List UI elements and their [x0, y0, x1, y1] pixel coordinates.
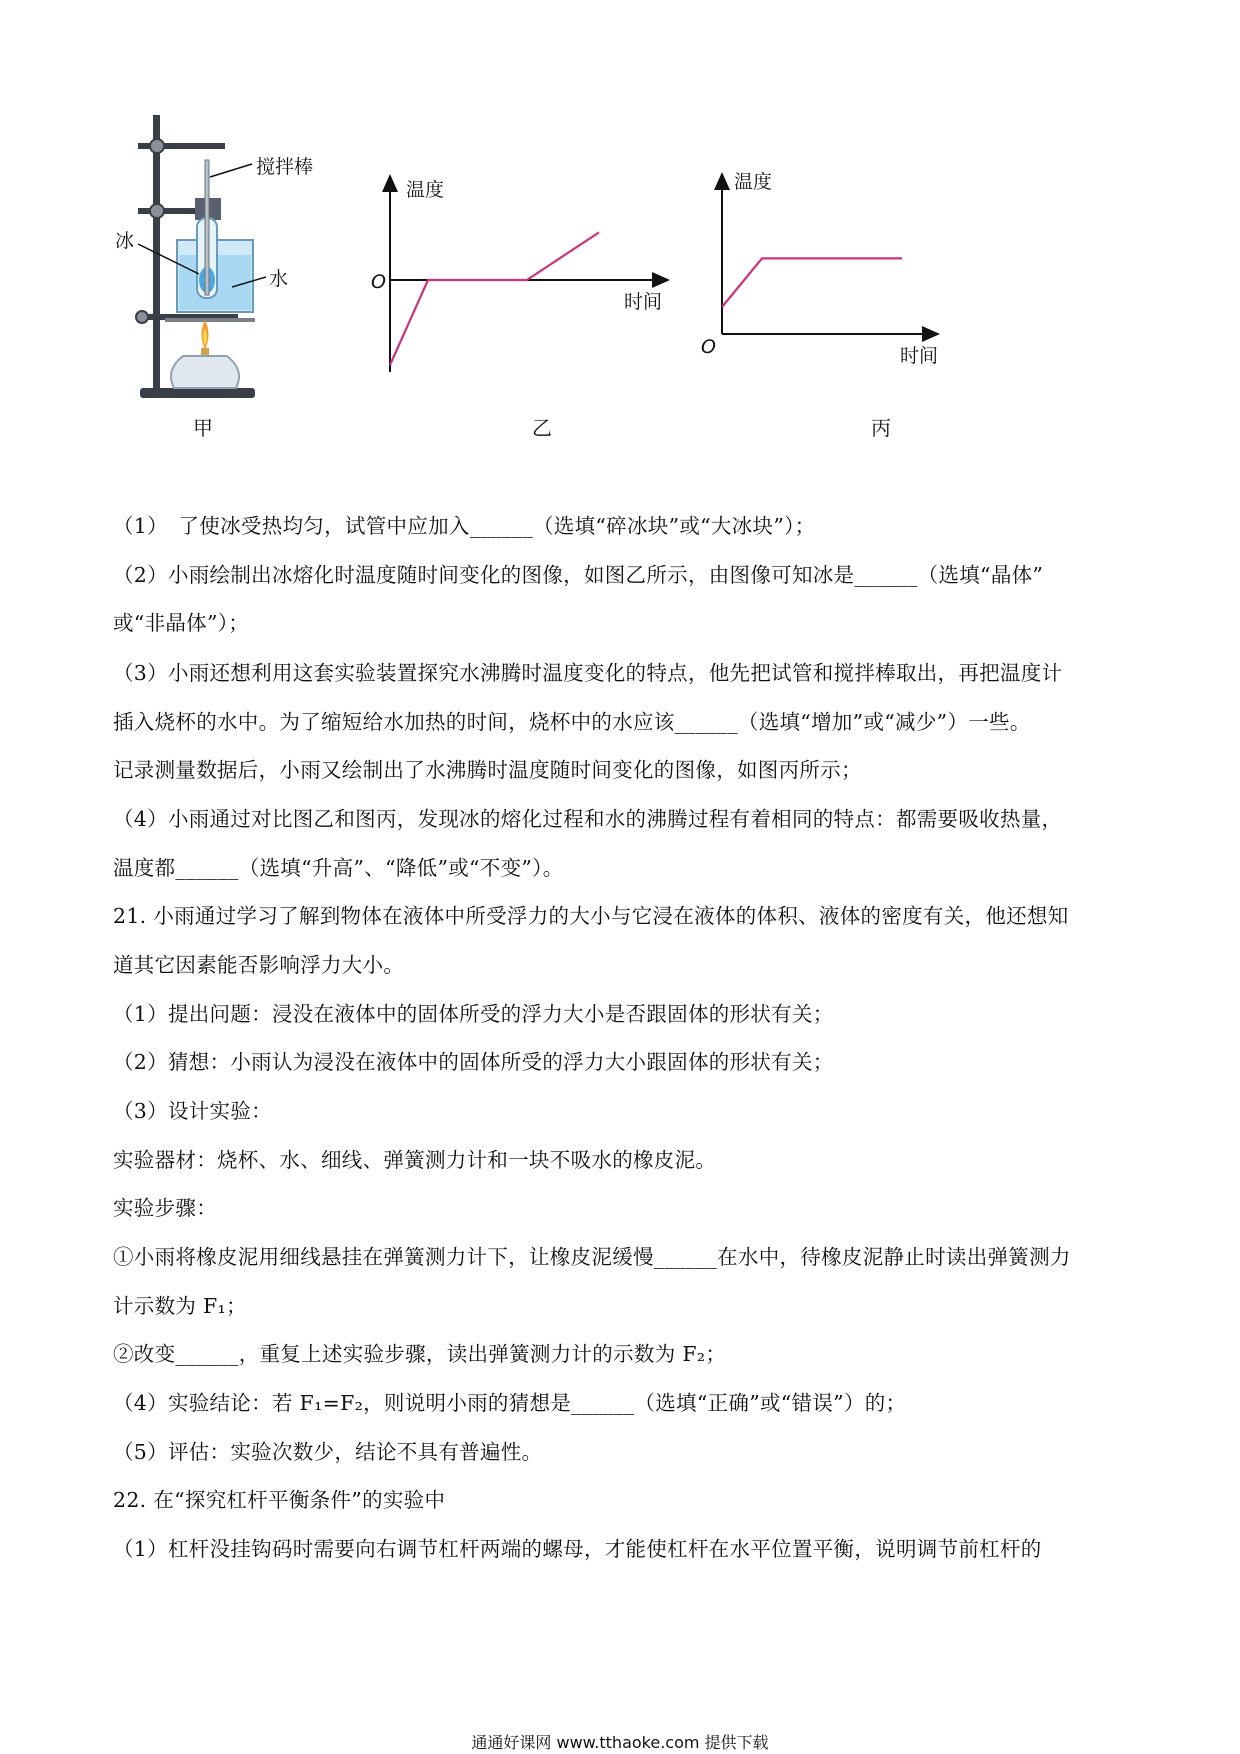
figures-svg — [0, 0, 1240, 460]
footer-source: 通通好课网 www.tthaoke.com 提供下载 — [471, 1733, 769, 1752]
question-20-4-b: 温度都______（选填“升高”、“降低”或“不变”）。 — [113, 856, 564, 880]
middle-clamp-knob — [150, 204, 164, 218]
label-stir-rod: 搅拌棒 — [256, 156, 314, 178]
wire-gauze — [165, 318, 255, 322]
caption-yi: 乙 — [532, 416, 552, 440]
question-20-3-b: 插入烧杯的水中。为了缩短给水加热的时间，烧杯中的水应该______（选填“增加”或“减少”）一些。 — [113, 710, 1031, 734]
question-21-steps-title: 实验步骤： — [113, 1196, 217, 1220]
question-21-2: （2）猜想：小雨认为浸没在液体中的固体所受的浮力大小跟固体的形状有关； — [113, 1050, 834, 1074]
caption-bing: 丙 — [871, 416, 891, 440]
wick-holder — [201, 348, 209, 356]
stirring-rod — [205, 160, 209, 295]
question-20-2-b: 或“非晶体”）； — [113, 611, 250, 635]
question-21-materials: 实验器材：烧杯、水、细线、弹簧测力计和一块不吸水的橡皮泥。 — [113, 1148, 717, 1172]
graph-bing-y-label: 温度 — [734, 171, 773, 193]
graph-yi — [371, 176, 668, 372]
question-21-intro-b: 道其它因素能否影响浮力大小。 — [113, 953, 405, 977]
question-22-intro: 22. 在“探究杠杆平衡条件”的实验中 — [113, 1488, 446, 1512]
question-21-3: （3）设计实验： — [113, 1099, 272, 1123]
question-21-step-2: ②改变______，重复上述实验步骤，读出弹簧测力计的示数为 F₂； — [113, 1342, 727, 1366]
question-21-1: （1）提出问题：浸没在液体中的固体所受的浮力大小是否跟固体的形状有关； — [113, 1002, 834, 1026]
label-water: 水 — [269, 268, 289, 290]
question-21-4: （4）实验结论：若 F₁=F₂，则说明小雨的猜想是______（选填“正确”或“错误”）的； — [113, 1391, 907, 1415]
question-20-1: （1） 了使冰受热均匀，试管中应加入______（选填“碎冰块”或“大冰块”）； — [113, 514, 816, 538]
label-ice: 冰 — [115, 230, 135, 252]
graph-bing-x-label: 时间 — [900, 345, 939, 367]
question-21-step-1-a: ①小雨将橡皮泥用细线悬挂在弹簧测力计下，让橡皮泥缓慢______在水中，待橡皮泥静止时读出弹簧测力 — [113, 1245, 1071, 1269]
stir-rod-leader — [210, 164, 252, 177]
ring-clamp-knob — [136, 311, 148, 323]
apparatus-illustration — [115, 115, 313, 398]
graph-yi-x-label: 时间 — [624, 291, 663, 313]
question-21-step-1-b: 计示数为 F₁； — [113, 1294, 247, 1318]
figure-area — [0, 0, 1240, 460]
question-20-2-a: （2）小雨绘制出冰熔化时温度随时间变化的图像，如图乙所示，由图像可知冰是______（选填“晶体” — [113, 563, 1044, 587]
graph-yi-y-label: 温度 — [406, 179, 445, 201]
question-21-intro-a: 21. 小雨通过学习了解到物体在液体中所受浮力的大小与它浸在液体的体积、液体的密度有关，他还想知 — [113, 904, 1069, 928]
question-21-5: （5）评估：实验次数少，结论不具有普遍性。 — [113, 1440, 543, 1464]
question-20-3-c: 记录测量数据后，小雨又绘制出了水沸腾时温度随时间变化的图像，如图丙所示； — [113, 758, 862, 782]
upper-clamp-knob — [150, 139, 164, 153]
question-20-3-a: （3）小雨还想利用这套实验装置探究水沸腾时温度变化的特点，他先把试管和搅拌棒取出，再把温度计 — [113, 661, 1063, 685]
question-22-1: （1）杠杆没挂钩码时需要向右调节杠杆两端的螺母，才能使杠杆在水平位置平衡，说明调节前杠杆的 — [113, 1537, 1042, 1561]
graph-bing-series-line — [722, 258, 902, 307]
caption-jia: 甲 — [193, 416, 213, 440]
question-20-4-a: （4）小雨通过对比图乙和图丙，发现冰的熔化过程和水的沸腾过程有着相同的特点：都需要吸收热量， — [113, 807, 1063, 831]
graph-yi-origin: O — [371, 271, 386, 293]
graph-bing-origin: O — [701, 336, 716, 358]
graph-yi-series-line — [390, 232, 599, 365]
graph-bing — [701, 171, 938, 367]
alcohol-lamp — [171, 356, 239, 388]
